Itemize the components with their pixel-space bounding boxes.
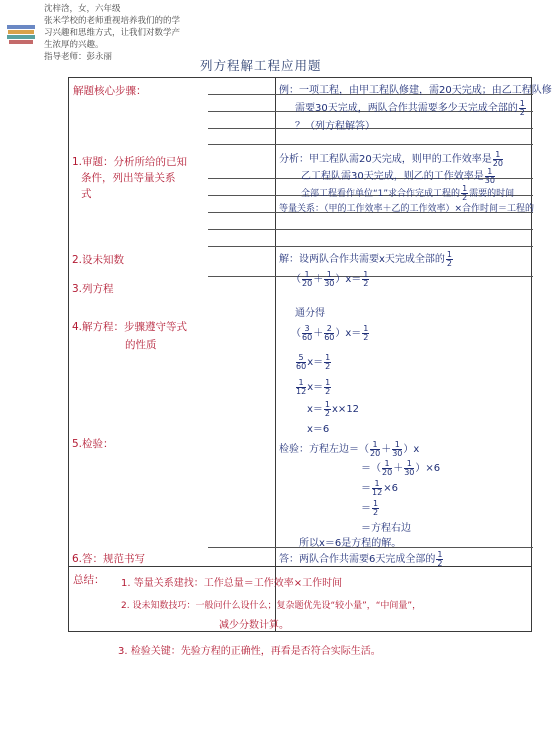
analysis-text: 分析：甲工程队需20天完成，则甲的工作效率是 $\frac{1}{20}$: [279, 149, 503, 168]
equation-step: $\frac{1}{12}$ x＝ $\frac{1}{2}$: [296, 377, 331, 396]
analysis-text: 全部工程看作单位“1”求合作完成工程的 $\frac{1}{2}$ 需要的时间: [301, 184, 515, 202]
step-1-label: 条件，列出等量关系: [81, 172, 176, 184]
rule-line: [208, 276, 533, 277]
check-step: ＝方程右边: [361, 523, 411, 534]
summary-label: 总结：: [73, 574, 105, 586]
problem-text: 需要30天完成，两队合作共需要多少天完成全部的 $\frac{1}{2}$: [295, 98, 525, 117]
step-2-label: 2.设未知数: [72, 254, 125, 266]
problem-text: ？（列方程解答）: [295, 121, 375, 132]
check-step: ＝ $\frac{1}{2}$: [361, 498, 379, 517]
analysis-text: 乙工程队需30天完成，则乙的工作效率是 $\frac{1}{30}$: [301, 166, 495, 185]
equivalence-text: 等量关系：（甲的工作效率＋乙的工作效率）×合作时间＝工程的: [279, 204, 535, 214]
summary-item: 减少分数计算。: [219, 620, 289, 631]
equation-text: （ $\frac{1}{20}$ ＋ $\frac{1}{30}$ ）x＝ $\frac{1}{2}$: [291, 269, 369, 288]
step-3-label: 3.列方程: [72, 283, 114, 295]
worksheet-table: [68, 77, 552, 632]
steps-heading: 解题核心步骤：: [73, 85, 147, 97]
equation-result: x＝6: [307, 424, 330, 435]
check-text: 检验：方程左边＝（ $\frac{1}{20}$ ＋ $\frac{1}{30}$ ）x: [279, 439, 420, 458]
author-line: 张米学校的老师重视培养我们的的学: [44, 16, 181, 26]
teacher-line: 指导老师：彭永丽: [44, 52, 113, 62]
summary-item: 1. 等量关系建找：工作总量＝工作效率×工作时间: [121, 578, 343, 589]
author-line: 生浓厚的兴趣。: [44, 40, 104, 50]
check-step: ＝（ $\frac{1}{20}$ ＋ $\frac{1}{30}$ ）×6: [361, 458, 441, 477]
rule-line: [208, 246, 533, 247]
article-header: [0, 0, 553, 62]
author-line: 习兴趣和思维方式，让我们对数学产: [44, 28, 181, 38]
book-stack-icon: [6, 24, 36, 46]
answer-text: 答：两队合作共需要6天完成全部的 $\frac{1}{2}$: [279, 549, 443, 568]
column-divider: [275, 78, 276, 631]
equation-step: x＝ $\frac{1}{2}$ x×12: [307, 399, 360, 418]
check-step: ＝ $\frac{1}{12}$ ×6: [361, 478, 398, 497]
step-1-label: 式: [81, 188, 92, 200]
author-line: 沈梓浛，女，六年级: [44, 4, 121, 14]
rule-line: [208, 229, 533, 230]
rule-line: [208, 144, 533, 145]
step-4-label: 4.解方程：步骤遵守等式: [72, 321, 188, 333]
problem-text: 例：一项工程，由甲工程队修建，需20天完成；由乙工程队修: [279, 85, 552, 96]
solution-set-text: 解：设两队合作共需要x天完成全部的 $\frac{1}{2}$: [279, 249, 453, 268]
author-info: [44, 3, 180, 63]
reduce-label: 通分得: [295, 308, 325, 319]
step-4-label: 的性质: [125, 339, 157, 351]
step-5-label: 5.检验：: [72, 438, 114, 450]
summary-item: 2. 设未知数技巧：一般问什么设什么；复杂题优先设“较小量”，“中间量”，: [121, 601, 422, 611]
conclusion-text: 所以x＝6是方程的解。: [299, 538, 402, 549]
step-6-label: 6.答：规范书写: [72, 553, 146, 565]
step-1-label: 1.审题：分析所给的已知: [72, 156, 188, 168]
equation-step: （ $\frac{3}{60}$ ＋ $\frac{2}{60}$ ）x＝ $\frac{1}{2}$: [291, 323, 369, 342]
page-title: 列方程解工程应用题: [200, 58, 322, 73]
summary-item: 3. 检验关键：先验方程的正确性，再看是否符合实际生活。: [118, 646, 381, 657]
equation-step: $\frac{5}{60}$ x＝ $\frac{1}{2}$: [296, 352, 331, 371]
